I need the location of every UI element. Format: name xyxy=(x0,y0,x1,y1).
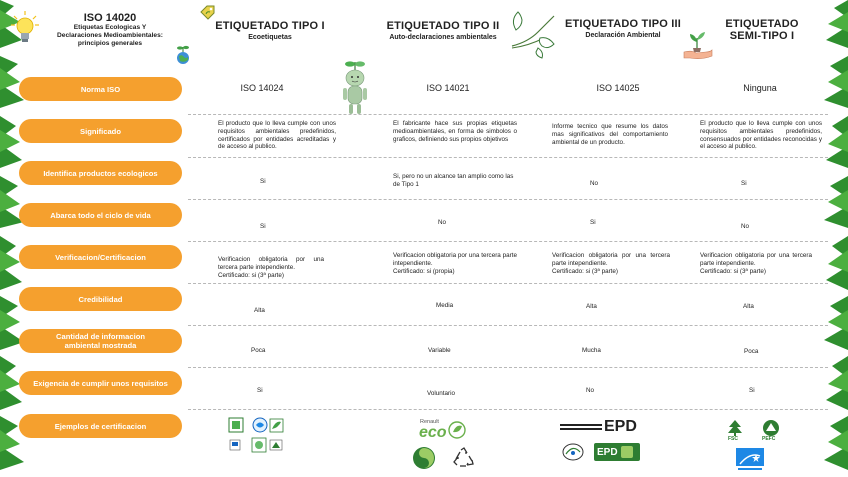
cell-ciclo-tipo-2: No xyxy=(438,219,447,226)
sprout-icon xyxy=(508,8,558,60)
cell-norma-semi-tipo-1: Ninguna xyxy=(743,83,777,93)
row-divider xyxy=(188,241,828,242)
row-label-norma-iso xyxy=(19,77,182,101)
verificacion-line: Verificacion obligatoria por una tercera parte intependiente. xyxy=(552,252,670,267)
cell-significado-semi-tipo-1: El producto que lo lleva cumple con unos requisitos ambientales predefinidos, consensuados por entidades reconocidas y el acceso al publico. xyxy=(700,120,822,151)
cell-identifica-tipo-3: No xyxy=(590,180,599,187)
cell-ciclo-tipo-3: Si xyxy=(590,219,596,226)
ecolabel-logos-tipo-1 xyxy=(226,416,286,458)
cell-norma-tipo-2: ISO 14021 xyxy=(426,83,470,93)
epd-leaf-icon xyxy=(621,446,633,458)
cell-credibilidad-tipo-1: Alta xyxy=(254,307,265,314)
row-divider xyxy=(188,114,828,115)
row-label-text: Exigencia de cumplir unos requisitos xyxy=(33,378,168,388)
hand-plant-icon xyxy=(682,30,714,62)
row-label-ejemplos xyxy=(19,414,182,438)
cell-exigencia-semi-tipo-1: Si xyxy=(749,387,755,394)
eco2-leaf-icon xyxy=(446,420,468,440)
cell-norma-tipo-1: ISO 14024 xyxy=(240,83,284,93)
column-title: ETIQUETADO xyxy=(725,18,799,30)
epd-small-text: EPD xyxy=(597,446,618,458)
cell-verificacion-tipo-2 xyxy=(393,252,517,275)
epd-green-logo xyxy=(594,443,640,461)
cell-cantidad-tipo-3: Mucha xyxy=(582,347,601,354)
row-label-exigencia xyxy=(19,371,182,395)
row-label-credibilidad xyxy=(19,287,182,311)
fsc-tree-icon xyxy=(724,419,746,437)
cell-verificacion-tipo-3 xyxy=(552,252,670,275)
verificacion-text xyxy=(700,252,812,275)
epd-logo: EPD xyxy=(604,418,637,435)
cell-exigencia-tipo-1: Si xyxy=(257,387,263,394)
cell-credibilidad-tipo-2: Media xyxy=(436,302,454,309)
verificacion-line: Certificado: si (propia) xyxy=(393,267,455,275)
iso-title: ISO 14020 xyxy=(83,12,137,24)
cell-credibilidad-tipo-3: Alta xyxy=(586,303,597,310)
column-subtitle: Auto-declaraciones ambientales xyxy=(389,34,497,41)
row-label-text: ambiental mostrada xyxy=(64,341,137,350)
column-title: SEMI-TIPO I xyxy=(729,30,795,42)
verificacion-line: Verificacion obligatoria por una tercera parte intependiente. xyxy=(700,252,812,267)
verificacion-line: Certificado: si (3ª parte) xyxy=(552,267,619,275)
column-title: ETIQUETADO TIPO II xyxy=(386,20,500,32)
dap-logo-icon xyxy=(562,442,584,462)
column-header-semi-tipo-1 xyxy=(716,18,808,42)
row-label-text: Abarca todo el ciclo de vida xyxy=(50,210,151,220)
verificacion-text xyxy=(552,252,670,275)
cell-identifica-semi-tipo-1: Si xyxy=(741,180,747,187)
row-divider xyxy=(188,325,828,326)
row-label-text: Identifica productos ecologicos xyxy=(43,168,158,178)
verificacion-text xyxy=(218,256,324,279)
green-dot-icon xyxy=(412,446,436,470)
row-divider xyxy=(188,409,828,410)
energy-star-icon xyxy=(736,448,764,472)
cell-significado-tipo-2: El fabricante hace sus propias etiquetas medioambientales, en forma de simbolos o graficos, definiendo sus propios objetivos xyxy=(393,120,517,143)
row-label-text: Significado xyxy=(80,126,121,136)
cell-cantidad-semi-tipo-1: Poca xyxy=(744,348,759,355)
iso-subtitle-3: principios generales xyxy=(77,40,143,47)
row-label-ciclo-vida xyxy=(19,203,182,227)
column-header-tipo-1 xyxy=(200,20,340,41)
verificacion-line: Verificacion obligatoria por una tercera parte intependiente. xyxy=(218,256,324,271)
verificacion-text xyxy=(393,252,517,275)
row-label-identifica xyxy=(19,161,182,185)
cell-cantidad-tipo-1: Poca xyxy=(251,347,266,354)
lightbulb-icon xyxy=(10,10,40,46)
cell-ciclo-tipo-1: Si xyxy=(260,223,266,230)
row-label-significado xyxy=(19,119,182,143)
row-divider xyxy=(188,283,828,284)
iso-subtitle-1: Etiquetas Ecologicas Y xyxy=(73,24,147,31)
pefc-text: PEFC xyxy=(762,436,776,442)
verificacion-line: Certificado: si (3ª parte) xyxy=(218,271,285,279)
row-label-verificacion xyxy=(19,245,182,269)
verificacion-line: Verificacion obligatoria por una tercera parte intependiente. xyxy=(393,252,517,267)
row-divider xyxy=(188,367,828,368)
cell-credibilidad-semi-tipo-1: Alta xyxy=(743,303,754,310)
column-title: ETIQUETADO TIPO I xyxy=(215,20,325,32)
cell-significado-tipo-3: Informe tecnico que resume los datos mas significativos del comportamiento ambiental de un producto. xyxy=(552,123,668,146)
cell-exigencia-tipo-2: Voluntario xyxy=(427,390,456,397)
column-header-tipo-3 xyxy=(558,18,688,39)
cell-identifica-tipo-1: Si xyxy=(260,178,266,185)
renault-brand-text: Renault xyxy=(420,419,439,425)
globe-sprout-icon xyxy=(172,44,194,64)
row-divider xyxy=(188,199,828,200)
grass-border-left xyxy=(0,0,26,477)
row-label-text: Credibilidad xyxy=(78,294,123,304)
cell-cantidad-tipo-2: Variable xyxy=(428,347,451,354)
row-divider xyxy=(188,157,828,158)
cell-significado-tipo-1: El producto que lo lleva cumple con unos requisitos ambientales predefinidos, certificados por entidades acreditadas y de acceso al publico. xyxy=(218,120,336,151)
column-subtitle: Ecoetiquetas xyxy=(248,34,292,41)
cell-verificacion-semi-tipo-1 xyxy=(700,252,812,275)
column-header-tipo-2 xyxy=(376,20,510,41)
row-label-text: Cantidad de informacion xyxy=(55,332,146,341)
pefc-icon xyxy=(760,419,782,437)
row-label-text: Norma ISO xyxy=(80,84,121,94)
fsc-text: FSC xyxy=(728,436,738,442)
renault-eco-logo: eco xyxy=(419,424,447,441)
cell-exigencia-tipo-3: No xyxy=(586,387,595,394)
cell-verificacion-tipo-1 xyxy=(218,256,324,279)
iso-subtitle-2: Declaraciones Medioambientales: xyxy=(57,32,163,39)
column-title: ETIQUETADO TIPO III xyxy=(564,18,682,30)
eco-mascot-icon xyxy=(338,60,372,116)
recycle-icon xyxy=(452,446,476,470)
row-label-text: Ejemplos de certificacion xyxy=(54,421,147,431)
column-subtitle: Declaración Ambiental xyxy=(585,32,661,39)
cell-norma-tipo-3: ISO 14025 xyxy=(596,83,640,93)
grass-border-right xyxy=(822,0,848,477)
verificacion-line: Certificado: si (3ª parte) xyxy=(700,267,767,275)
row-label-cantidad-info xyxy=(19,329,182,353)
cell-identifica-tipo-2: Si, pero no un alcance tan amplio como las de Tipo 1 xyxy=(393,173,514,188)
cell-ciclo-semi-tipo-1: No xyxy=(741,223,750,230)
iso-14020-header xyxy=(40,12,180,48)
row-label-text: Verificacion/Certificacion xyxy=(55,252,146,262)
epd-stripes-icon xyxy=(560,423,602,431)
